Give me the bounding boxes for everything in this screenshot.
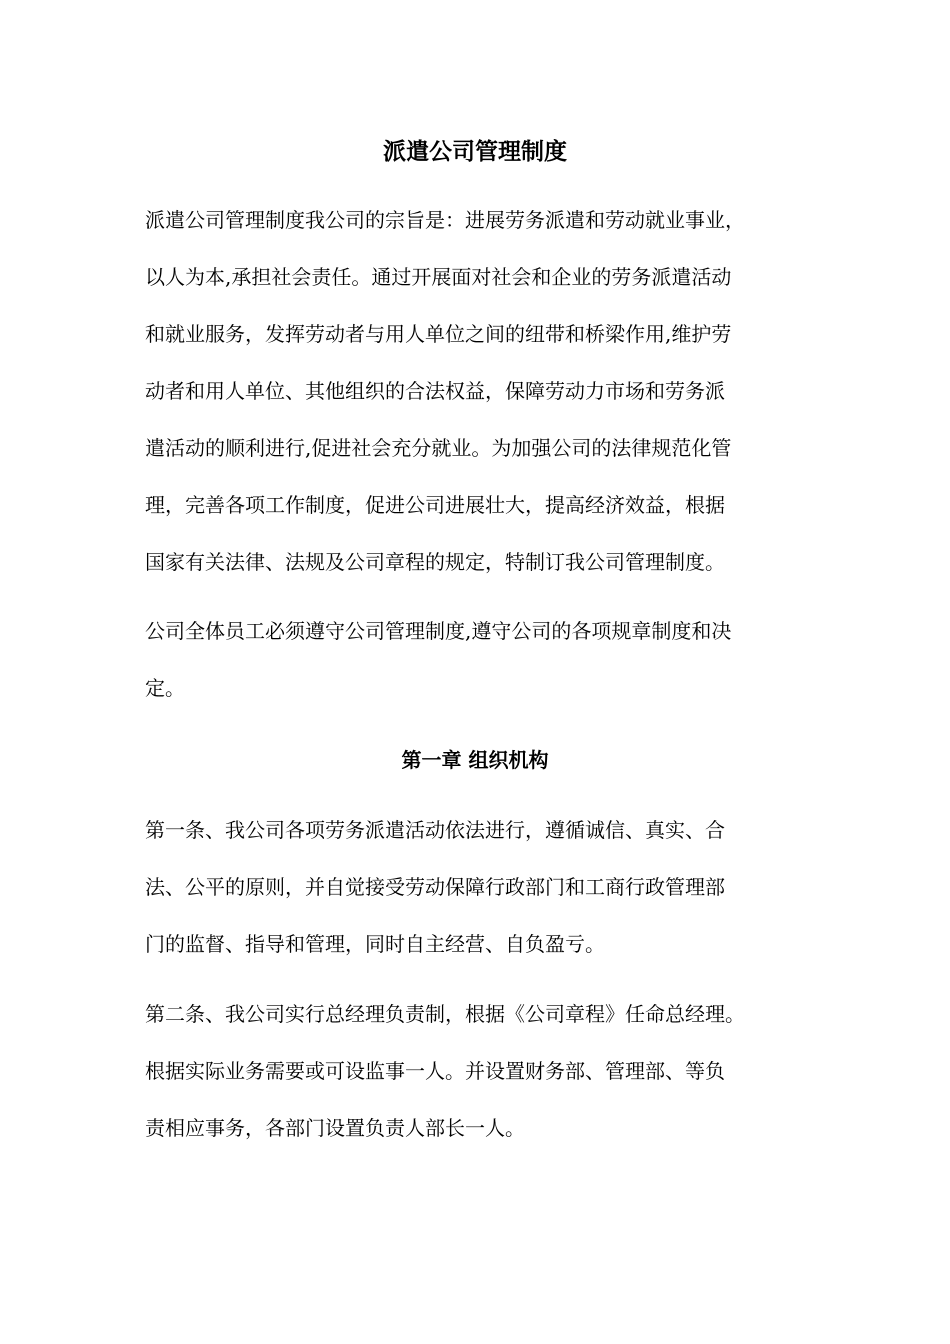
chapter-title: 第一章 组织机构 [401, 748, 549, 772]
paragraph-line: 公司全体员工必须遵守公司管理制度,遵守公司的各项规章制度和决 [145, 619, 732, 643]
paragraph-line: 第一条、我公司各项劳务派遣活动依法进行，遵循诚信、真实、合 [145, 818, 725, 842]
document-title: 派遣公司管理制度 [383, 138, 567, 165]
paragraph-line: 理，完善各项工作制度，促进公司进展壮大，提高经济效益，根据 [145, 493, 725, 517]
paragraph-line: 遣活动的顺利进行,促进社会充分就业。为加强公司的法律规范化管 [145, 436, 732, 460]
paragraph-line: 国家有关法律、法规及公司章程的规定，特制订我公司管理制度。 [145, 550, 725, 574]
paragraph-line: 门的监督、指导和管理，同时自主经营、自负盈亏。 [145, 932, 605, 956]
paragraph-line: 第二条、我公司实行总经理负责制，根据《公司章程》任命总经理。 [145, 1002, 745, 1026]
paragraph-line: 派遣公司管理制度我公司的宗旨是：进展劳务派遣和劳动就业事业， [145, 208, 745, 232]
paragraph-line: 和就业服务，发挥劳动者与用人单位之间的纽带和桥梁作用,维护劳 [145, 322, 732, 346]
paragraph-line: 以人为本,承担社会责任。通过开展面对社会和企业的劳务派遣活动 [145, 265, 732, 289]
paragraph-line: 动者和用人单位、其他组织的合法权益，保障劳动力市场和劳务派 [145, 379, 725, 403]
paragraph-line: 定。 [145, 676, 185, 700]
paragraph-line: 法、公平的原则，并自觉接受劳动保障行政部门和工商行政管理部 [145, 875, 725, 899]
paragraph-line: 责相应事务，各部门设置负责人部长一人。 [145, 1116, 525, 1140]
paragraph-line: 根据实际业务需要或可设监事一人。并设置财务部、管理部、等负 [145, 1059, 725, 1083]
